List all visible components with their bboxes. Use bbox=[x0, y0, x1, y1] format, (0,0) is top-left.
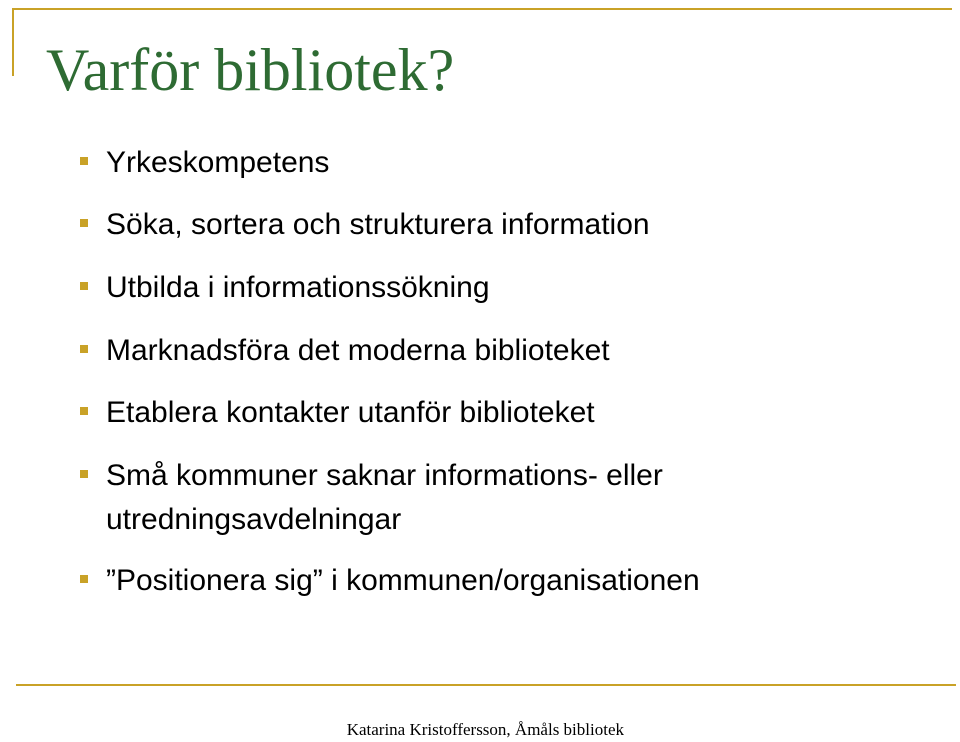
slide-title: Varför bibliotek? bbox=[46, 37, 455, 103]
bullet-item bbox=[80, 559, 940, 603]
bullet-item bbox=[80, 454, 780, 542]
bottom-divider-line bbox=[16, 684, 956, 686]
square-bullet-icon bbox=[80, 470, 88, 478]
square-bullet-icon bbox=[80, 575, 88, 583]
bullet-text: Utbilda i informationssökning bbox=[106, 271, 490, 304]
top-divider-line bbox=[12, 8, 952, 10]
left-divider-line bbox=[12, 8, 14, 76]
square-bullet-icon bbox=[80, 345, 88, 353]
bullet-item bbox=[80, 203, 940, 247]
square-bullet-icon bbox=[80, 282, 88, 290]
bullet-text: Etablera kontakter utanför biblioteket bbox=[106, 396, 595, 429]
bullet-text: ”Positionera sig” i kommunen/organisationen bbox=[106, 564, 700, 597]
square-bullet-icon bbox=[80, 157, 88, 165]
bullet-item bbox=[80, 329, 940, 373]
bullet-item bbox=[80, 391, 940, 435]
bullet-text: Söka, sortera och strukturera information bbox=[106, 208, 650, 241]
bullet-text: Yrkeskompetens bbox=[106, 146, 330, 179]
square-bullet-icon bbox=[80, 407, 88, 415]
bullet-item bbox=[80, 141, 940, 185]
footer-author: Katarina Kristoffersson, Åmåls bibliotek bbox=[346, 720, 624, 739]
bullet-text: Små kommuner saknar informations- eller utredningsavdelningar bbox=[106, 459, 663, 536]
bullet-text: Marknadsföra det moderna biblioteket bbox=[106, 334, 610, 367]
square-bullet-icon bbox=[80, 219, 88, 227]
bullet-item bbox=[80, 266, 940, 310]
